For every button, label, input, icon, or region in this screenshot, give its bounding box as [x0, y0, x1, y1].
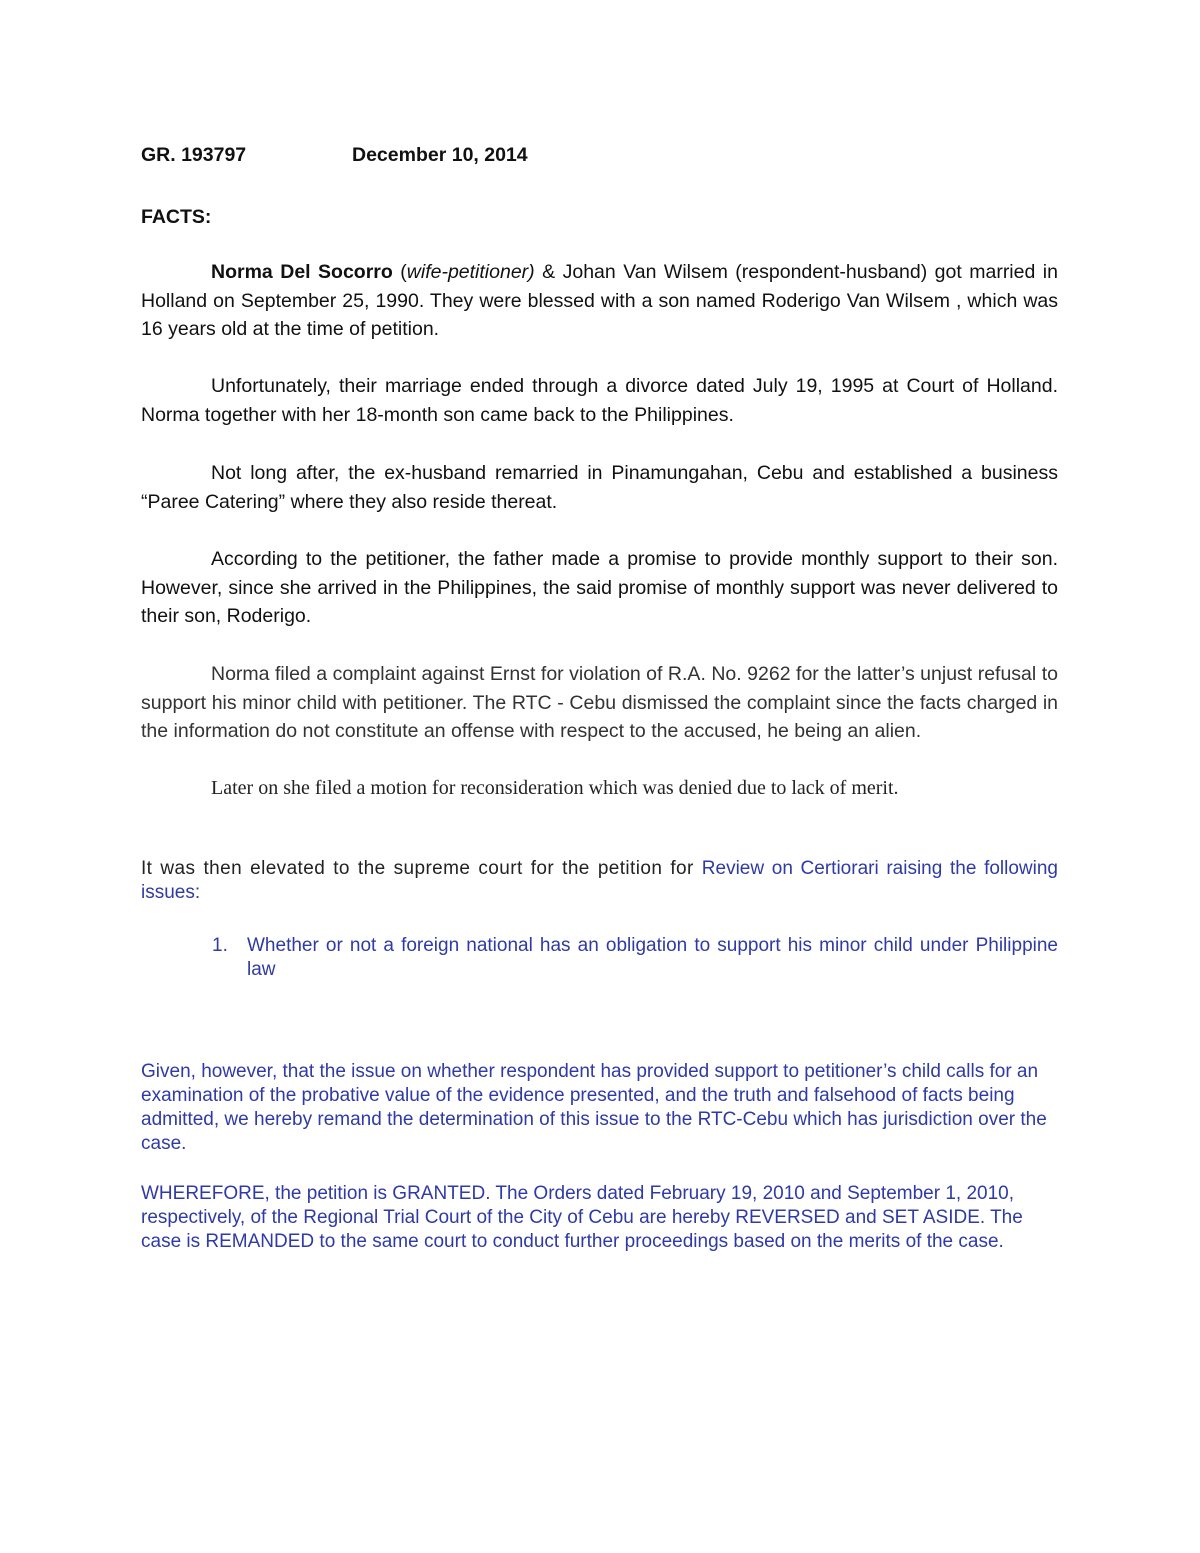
petitioner-name: Norma Del Socorro [211, 261, 393, 283]
parties-rest: & Johan Van Wilsem (respondent-husband) got married in Holland on September 25, 1990. They were blessed with a son named Roderigo Van Wilsem , which was 16 years old at the time of petition. [141, 261, 1058, 341]
paragraph-wherefore: WHEREFORE, the petition is GRANTED. The Orders dated February 19, 2010 and September 1, 2010, respectively, of the Regional Trial Court of the City of Cebu are hereby REVERSED and SET ASIDE. The case is REMANDED to the same court to conduct further proceedings based on the merits of the case. [141, 1183, 1023, 1252]
paragraph-parties [141, 258, 1058, 344]
paragraph-divorce: Unfortunately, their marriage ended through a divorce dated July 19, 1995 at Court of Holland. Norma together with her 18-month son came back to the Philippines. [141, 375, 1058, 426]
issue-number: 1. [212, 935, 228, 956]
decision-date: December 10, 2014 [352, 144, 528, 166]
case-header [141, 144, 528, 167]
paragraph-ruling-given: Given, however, that the issue on whether respondent has provided support to petitioner’s child calls for an examination of the probative value of the evidence presented, and the truth and falsehood of facts being admitted, we hereby remand the determination of this issue to the RTC-Cebu which has jurisdiction over the case. [141, 1061, 1047, 1154]
paragraph-remarriage: Not long after, the ex-husband remarried in Pinamungahan, Cebu and established a business “Paree Catering” where they also reside thereat. [141, 462, 1058, 513]
elevated-plain: It was then elevated to the supreme court for the petition for [141, 858, 702, 879]
issue-list-item [212, 934, 1058, 982]
paragraph-elevated [141, 857, 1058, 905]
paragraph-reconsideration: Later on she filed a motion for reconsideration which was denied due to lack of merit. [211, 777, 899, 799]
paren-open: ( [392, 261, 407, 283]
paragraph-support-promise: According to the petitioner, the father made a promise to provide monthly support to their son. However, since she arrived in the Philippines, the said promise of monthly support was never delivered to their son, Roderigo. [141, 548, 1058, 628]
case-number: GR. 193797 [141, 144, 247, 166]
petitioner-role: wife-petitioner) [406, 261, 535, 283]
issue-text: Whether or not a foreign national has an obligation to support his minor child under Philippine law [247, 935, 1058, 980]
facts-heading: FACTS: [141, 206, 212, 228]
elevated-blue: Review on Certiorari raising the following issues: [141, 858, 1058, 903]
paragraph-complaint: Norma filed a complaint against Ernst for violation of R.A. No. 9262 for the latter’s unjust refusal to support his minor child with petitioner. The RTC - Cebu dismissed the complaint since the facts charged in the information do not constitute an offense with respect to the accused, he being an alien. [141, 663, 1058, 743]
